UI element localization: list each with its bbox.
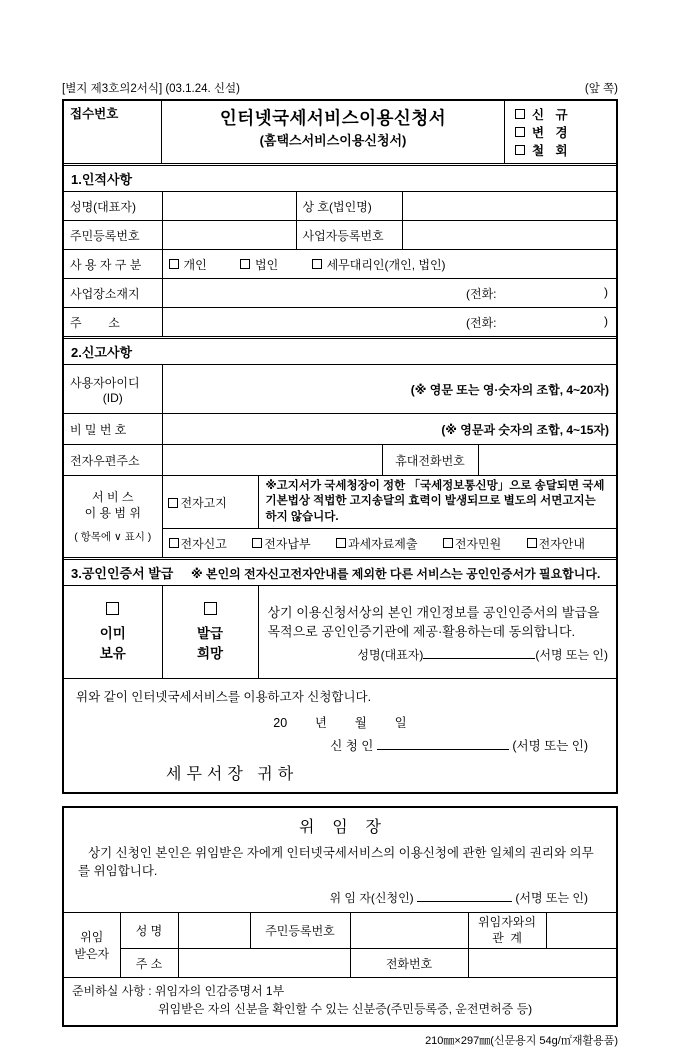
table-row (64, 586, 616, 678)
option-new[interactable] (515, 105, 606, 123)
option-change-label: 변 경 (532, 126, 572, 140)
user-id-label-line1: 사용자아이디 (70, 375, 140, 390)
tax-data-submit-label: 과세자료제출 (347, 536, 418, 551)
table-row (64, 476, 616, 529)
already-own-label-line1: 이미 (99, 625, 126, 641)
delegator-sign-note: (서명 또는 인) (515, 891, 588, 906)
form-header (64, 101, 616, 166)
applicant-signature-row (76, 736, 604, 754)
password-label: 비 밀 번 호 (64, 414, 162, 445)
preparation-item2: 위임받은 자의 신분을 확인할 수 있는 신분증(주민등록증, 운전면허증 등) (158, 1002, 533, 1017)
individual-checkbox[interactable] (169, 259, 179, 269)
scope-e-filing[interactable] (169, 535, 227, 552)
e-guidance-checkbox[interactable] (527, 538, 537, 548)
user-type-corporation[interactable] (240, 256, 278, 273)
scope-e-payment[interactable] (252, 535, 310, 552)
relation-label (468, 913, 546, 949)
withdraw-checkbox[interactable] (515, 145, 525, 155)
paper-spec-note: 210㎜×297㎜(신문용지 54g/㎡재활용품) (425, 1035, 618, 1048)
user-type-individual[interactable] (169, 256, 207, 273)
user-type-options-cell (162, 250, 616, 279)
scope-e-civil-service[interactable] (443, 535, 501, 552)
trade-name-label: 상 호(법인명) (296, 192, 402, 221)
application-type-options (504, 101, 616, 163)
email-label: 전자우편주소 (64, 445, 162, 476)
recipient-line: 세무서장 귀하 (166, 766, 299, 783)
user-id-rule-note: (※ 영문 또는 영·숫자의 조합, 4~20자) (410, 382, 609, 397)
form-reference: [별지 제3호의2서식] (03.1.24. 신설) (62, 83, 240, 95)
preparation-item1: 위임자의 인감증명서 1부 (154, 984, 285, 999)
applicant-sign-note: (서명 또는 인) (512, 739, 588, 753)
e-payment-label: 전자납부 (264, 536, 311, 551)
applicant-signature-line[interactable] (377, 738, 509, 750)
table-row (64, 913, 616, 949)
scope-label-line2: 이 용 범 위 (84, 506, 141, 521)
personal-info-table (64, 192, 616, 336)
delegation-statement: 상기 신청인 본인은 위임받은 자에게 인터넷국세서비스의 이용신청에 관한 일체의 권리와 의무를 위임합니다. (78, 846, 594, 879)
delegator-label: 위 임 자(신청인) (329, 891, 414, 906)
new-checkbox[interactable] (515, 109, 525, 119)
delegate-name-input-cell[interactable] (178, 913, 250, 949)
password-input-cell[interactable] (162, 414, 616, 445)
delegate-label-line1: 위임 (80, 930, 104, 945)
individual-label: 개인 (183, 257, 207, 272)
option-withdraw[interactable] (515, 141, 606, 159)
business-address-label: 사업장소재지 (64, 279, 162, 308)
form-reference-line (62, 80, 618, 96)
phone-close-label: ) (604, 284, 608, 299)
already-own-checkbox[interactable] (106, 602, 119, 615)
relation-label-line2: 관 계 (492, 930, 522, 945)
business-phone-field[interactable] (466, 285, 610, 302)
business-number-input-cell[interactable] (402, 221, 616, 250)
table-row (64, 445, 616, 476)
user-id-label (64, 365, 162, 414)
application-date-line[interactable]: 20 년 월 일 (273, 716, 407, 730)
e-civil-service-label: 전자민원 (454, 536, 502, 551)
business-address-input-cell[interactable] (162, 279, 616, 308)
table-row (64, 414, 616, 445)
delegate-phone-label: 전화번호 (350, 949, 468, 978)
phone-close-label: ) (604, 313, 608, 328)
change-checkbox[interactable] (515, 127, 525, 137)
cert-already-own-checkbox-wrap (70, 600, 156, 620)
cert-request-issue-option[interactable] (162, 586, 258, 678)
request-issue-label-line2: 희망 (196, 646, 224, 662)
delegate-rrn-label: 주민등록번호 (250, 913, 350, 949)
tax-data-submit-checkbox[interactable] (336, 538, 346, 548)
resident-number-input-cell[interactable] (162, 221, 296, 250)
scope-tax-data-submit[interactable] (336, 535, 418, 552)
e-notice-label: 전자고지 (180, 495, 227, 510)
name-label: 성명(대표자) (64, 192, 162, 221)
receipt-number-cell[interactable] (64, 101, 162, 163)
delegate-address-input-cell[interactable] (178, 949, 350, 978)
delegate-address-label: 주 소 (120, 949, 178, 978)
relation-label-line1: 위임자와의 (478, 915, 536, 930)
home-phone-field[interactable] (466, 314, 610, 331)
consent-name-label: 성명(대표자) (357, 647, 424, 662)
table-row (64, 192, 616, 221)
cert-consent-cell (258, 586, 616, 678)
cert-request-issue-checkbox-wrap (169, 600, 252, 620)
delegate-table-wrap (64, 912, 616, 978)
certificate-title: 3.공인인증서 발급 (71, 566, 174, 581)
table-row (64, 250, 616, 279)
delegation-title: 위 임 장 (299, 819, 381, 836)
mobile-label: 휴대전화번호 (382, 445, 478, 476)
delegator-signature-row (64, 889, 616, 906)
preparation-line1 (72, 982, 608, 1000)
e-civil-service-checkbox[interactable] (443, 538, 453, 548)
user-id-label-line2: (ID) (102, 390, 123, 405)
tax-agent-checkbox[interactable] (312, 259, 322, 269)
corporation-checkbox[interactable] (240, 259, 250, 269)
email-input-cell[interactable] (162, 445, 382, 476)
delegator-signature-line[interactable] (417, 890, 512, 902)
service-scope-label (64, 476, 162, 558)
home-address-label: 주 소 (64, 308, 162, 337)
section-declaration-title: 2.신고사항 (64, 336, 616, 365)
e-filing-checkbox[interactable] (169, 538, 179, 548)
phone-open-label: (전화: (466, 286, 497, 301)
certificate-note: ※ 본인의 전자신고전자안내를 제외한 다른 서비스는 공인인증서가 필요합니다. (191, 567, 601, 581)
delegate-phone-input-cell[interactable] (468, 949, 616, 978)
preparation-notes (64, 978, 616, 1025)
preparation-label: 준비하실 사항 : (72, 984, 152, 999)
e-notice-warning: ※고지서가 국세청장이 정한 「국세정보통신망」으로 송달되면 국세기본법상 적법한 고지송달의 효력이 발생되므로 별도의 서면고지는 하지 않습니다. (258, 476, 616, 529)
scope-check-hint: ( 항목에 ∨ 표시 ) (74, 530, 152, 543)
delegate-label (64, 913, 120, 977)
receipt-number-label: 접수번호 (70, 107, 119, 121)
section-personal-title: 1.인적사항 (64, 166, 616, 192)
application-statement: 위와 같이 인터넷국세서비스를 이용하고자 신청합니다. (76, 690, 372, 704)
scope-e-guidance[interactable] (527, 535, 585, 552)
scope-label-line1: 서 비 스 (92, 490, 134, 505)
table-row (64, 279, 616, 308)
certificate-table (64, 586, 616, 678)
request-issue-checkbox[interactable] (204, 602, 217, 615)
form-subtitle: (홈택스서비스이용신청서) (259, 133, 407, 148)
delegate-rrn-input-cell[interactable] (350, 913, 468, 949)
form-title-block (162, 101, 504, 163)
front-page-marker: (앞 쪽) (584, 83, 618, 95)
e-guidance-label: 전자안내 (538, 536, 585, 551)
delegate-label-line2: 받은자 (74, 947, 110, 962)
user-type-tax-agent[interactable] (312, 256, 446, 273)
request-issue-label-line1: 발급 (196, 625, 224, 641)
consent-text: 상기 이용신청서상의 본인 개인정보를 공인인증서의 발급을 목적으로 공인인증기관에 제공·활용하는데 동의합니다. (267, 604, 600, 639)
user-type-label: 사 용 자 구 분 (64, 250, 162, 279)
password-rule-note: (※ 영문과 숫자의 조합, 4~15자) (441, 422, 609, 437)
relation-input-cell[interactable] (546, 913, 616, 949)
application-form-box (62, 99, 618, 794)
section-certificate-title (64, 557, 616, 586)
applicant-label: 신 청 인 (330, 739, 374, 753)
delegation-box (62, 806, 618, 1027)
table-row (64, 365, 616, 414)
home-address-input-cell[interactable] (162, 308, 616, 337)
e-payment-checkbox[interactable] (252, 538, 262, 548)
cert-already-own-option[interactable] (64, 586, 162, 678)
business-number-label: 사업자등록번호 (296, 221, 402, 250)
table-row (64, 308, 616, 337)
consent-sign-note: (서명 또는 인) (535, 647, 608, 662)
phone-open-label: (전화: (466, 315, 497, 330)
already-own-label-line2: 보유 (99, 646, 126, 662)
consent-signature-row (265, 646, 611, 663)
tax-agent-label: 세무대리인(개인, 법인) (326, 257, 446, 272)
consent-signature-line[interactable] (423, 647, 535, 659)
user-id-input-cell[interactable] (162, 365, 616, 414)
e-notice-checkbox[interactable] (168, 498, 178, 508)
table-row (64, 221, 616, 250)
declaration-table (64, 365, 616, 557)
option-change[interactable] (515, 123, 606, 141)
resident-number-label: 주민등록번호 (64, 221, 162, 250)
service-scope-options-cell (162, 529, 616, 558)
mobile-input-cell[interactable] (478, 445, 616, 476)
delegate-table (64, 913, 616, 977)
trade-name-input-cell[interactable] (402, 192, 616, 221)
form-title: 인터넷국세서비스이용신청서 (219, 108, 447, 128)
delegate-name-label: 성 명 (120, 913, 178, 949)
corporation-label: 법인 (255, 257, 279, 272)
option-withdraw-label: 철 회 (532, 144, 572, 158)
table-row (64, 949, 616, 978)
e-notice-option[interactable] (162, 476, 258, 529)
option-new-label: 신 규 (532, 108, 572, 122)
application-statement-area (64, 678, 616, 792)
name-input-cell[interactable] (162, 192, 296, 221)
e-filing-label: 전자신고 (180, 536, 227, 551)
